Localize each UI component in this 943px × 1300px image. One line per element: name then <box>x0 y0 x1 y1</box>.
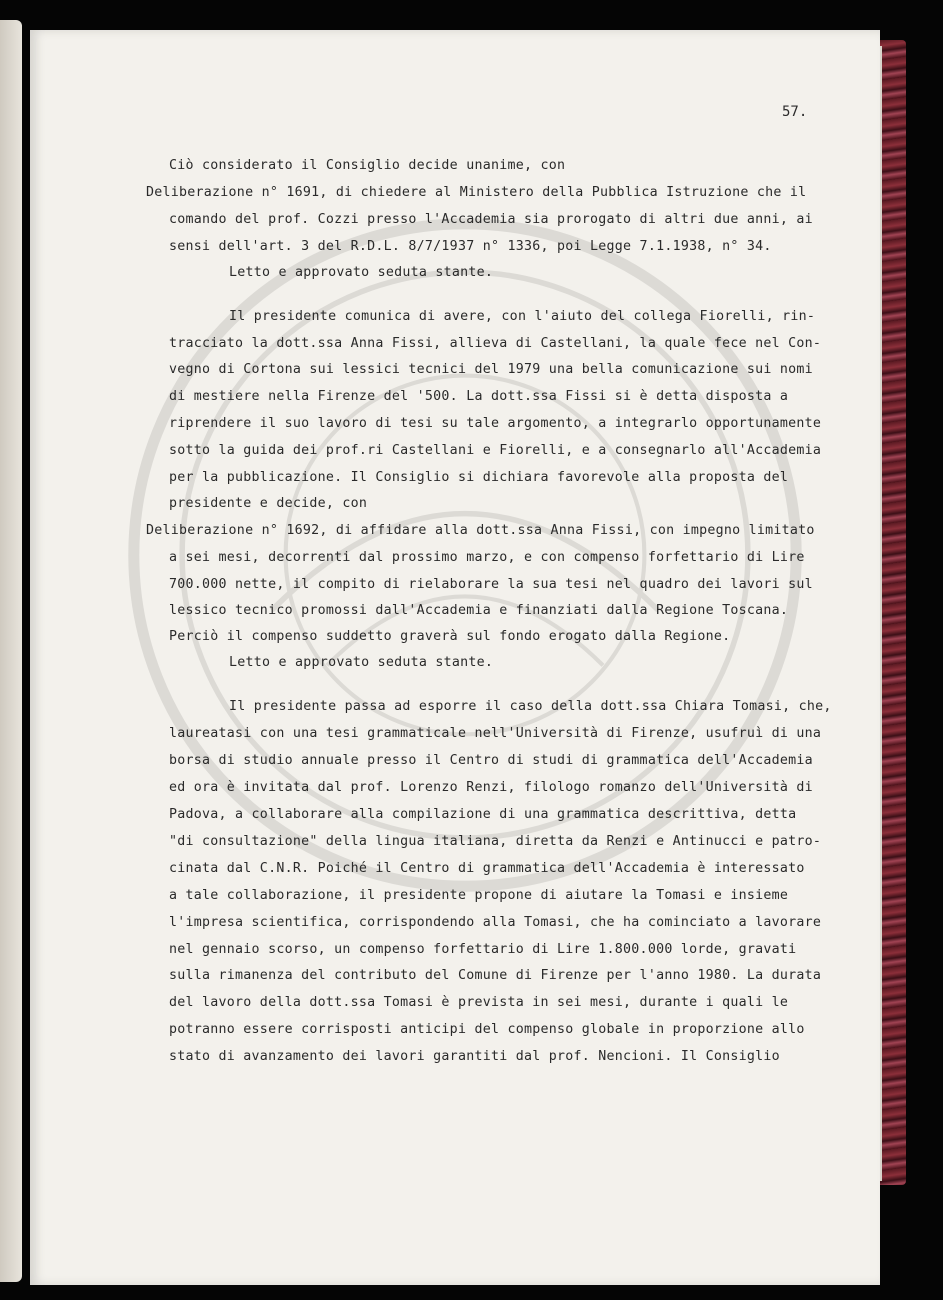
text-line: Il presidente passa ad esporre il caso della dott.ssa Chiara Tomasi, che, <box>229 699 832 714</box>
text-line: stato di avanzamento dei lavori garantiti dal prof. Nencioni. Il Consiglio <box>169 1049 780 1064</box>
text-line: l'impresa scientifica, corrispondendo alla Tomasi, che ha cominciato a lavorare <box>169 915 822 930</box>
text-line: Deliberazione n° 1692, di affidare alla dott.ssa Anna Fissi, con impegno limitato <box>146 523 815 538</box>
page-number: 57. <box>782 104 808 120</box>
text-line: riprendere il suo lavoro di tesi su tale argomento, a integrarlo opportunamente <box>169 416 822 431</box>
text-line: ed ora è invitata dal prof. Lorenzo Renzi, filologo romanzo dell'Università di <box>169 780 813 795</box>
text-line: a tale collaborazione, il presidente propone di aiutare la Tomasi e insieme <box>169 888 789 903</box>
text-line: borsa di studio annuale presso il Centro di studi di grammatica dell'Accademia <box>169 753 813 768</box>
text-line: Ciò considerato il Consiglio decide unanime, con <box>169 158 566 173</box>
book-binding <box>880 40 906 1185</box>
text-line: sensi dell'art. 3 del R.D.L. 8/7/1937 n° 1336, poi Legge 7.1.1938, n° 34. <box>169 239 772 254</box>
document-page <box>30 30 880 1285</box>
text-line: laureatasi con una tesi grammaticale nell'Università di Firenze, usufruì di una <box>169 726 822 741</box>
text-line: Il presidente comunica di avere, con l'aiuto del collega Fiorelli, rin- <box>229 309 816 324</box>
text-line: potranno essere corrisposti anticipi del compenso globale in proporzione allo <box>169 1022 805 1037</box>
text-line: di mestiere nella Firenze del '500. La dott.ssa Fissi si è detta disposta a <box>169 389 789 404</box>
text-line: tracciato la dott.ssa Anna Fissi, allieva di Castellani, la quale fece nel Con- <box>169 336 822 351</box>
text-line: cinata dal C.N.R. Poiché il Centro di grammatica dell'Accademia è interessato <box>169 861 805 876</box>
text-line: del lavoro della dott.ssa Tomasi è prevista in sei mesi, durante i quali le <box>169 995 789 1010</box>
text-line: lessico tecnico promossi dall'Accademia e finanziati dalla Regione Toscana. <box>169 603 789 618</box>
text-line: vegno di Cortona sui lessici tecnici del 1979 una bella comunicazione sui nomi <box>169 362 813 377</box>
text-line: "di consultazione" della lingua italiana, diretta da Renzi e Antinucci e patro- <box>169 834 822 849</box>
text-line: 700.000 nette, il compito di rielaborare la sua tesi nel quadro dei lavori sul <box>169 577 813 592</box>
text-line: sotto la guida dei prof.ri Castellani e Fiorelli, e a consegnarlo all'Accademia <box>169 443 822 458</box>
text-line: sulla rimanenza del contributo del Comune di Firenze per l'anno 1980. La durata <box>169 968 822 983</box>
text-line: Deliberazione n° 1691, di chiedere al Ministero della Pubblica Istruzione che il <box>146 185 807 200</box>
text-line: Letto e approvato seduta stante. <box>229 655 494 670</box>
text-line: presidente e decide, con <box>169 496 368 511</box>
text-line: Padova, a collaborare alla compilazione di una grammatica descrittiva, detta <box>169 807 797 822</box>
text-line: a sei mesi, decorrenti dal prossimo marzo, e con compenso forfettario di Lire <box>169 550 805 565</box>
text-line: Letto e approvato seduta stante. <box>229 265 494 280</box>
previous-page-edge <box>0 20 22 1282</box>
text-line: Perciò il compenso suddetto graverà sul fondo erogato dalla Regione. <box>169 629 731 644</box>
text-line: comando del prof. Cozzi presso l'Accademia sia prorogato di altri due anni, ai <box>169 212 813 227</box>
text-line: per la pubblicazione. Il Consiglio si dichiara favorevole alla proposta del <box>169 470 789 485</box>
text-line: nel gennaio scorso, un compenso forfettario di Lire 1.800.000 lorde, gravati <box>169 942 797 957</box>
